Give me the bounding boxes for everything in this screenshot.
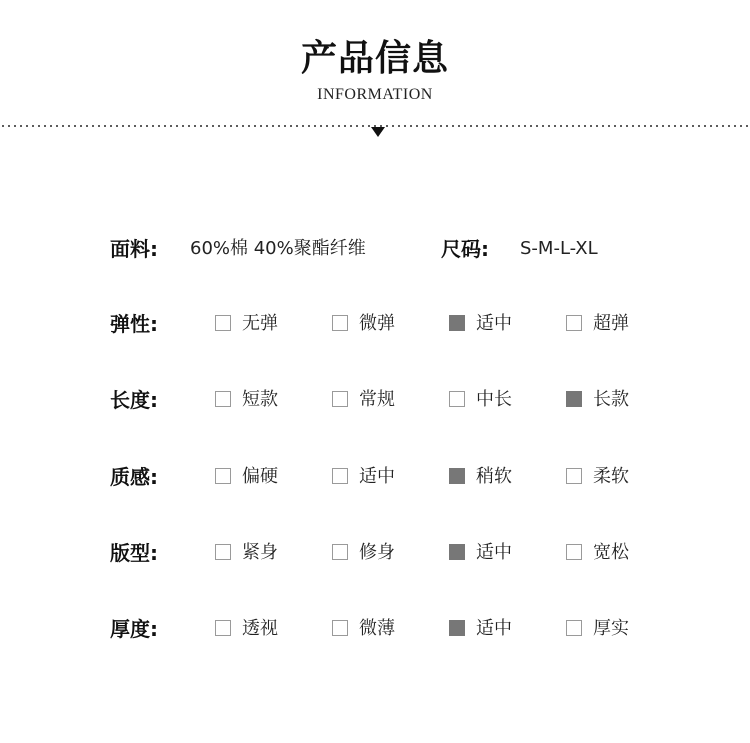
option-label: 常规: [359, 389, 395, 410]
checkbox-empty-icon: [566, 544, 582, 560]
checkbox-empty-icon: [215, 315, 231, 331]
option-label: 无弹: [242, 313, 278, 334]
checkbox-filled-icon: [449, 544, 465, 560]
triangle-down-icon: [371, 127, 385, 137]
attribute-label: 版型:: [110, 541, 158, 565]
option-label: 适中: [476, 542, 512, 563]
option-label: 紧身: [242, 542, 278, 563]
fabric-label: 面料:: [110, 237, 158, 261]
option-label: 微薄: [359, 618, 395, 639]
checkbox-empty-icon: [566, 315, 582, 331]
header: [0, 0, 750, 140]
option-label: 透视: [242, 618, 278, 639]
checkbox-empty-icon: [332, 391, 348, 407]
checkbox-empty-icon: [332, 468, 348, 484]
fabric-value: 60%棉 40%聚酯纤维: [190, 238, 366, 259]
checkbox-empty-icon: [215, 544, 231, 560]
option-label: 厚实: [593, 618, 629, 639]
checkbox-filled-icon: [449, 620, 465, 636]
option-label: 超弹: [593, 313, 629, 334]
option-label: 柔软: [593, 466, 629, 487]
attribute-row-thickness: [0, 614, 750, 644]
option-label: 修身: [359, 542, 395, 563]
option-label: 宽松: [593, 542, 629, 563]
checkbox-filled-icon: [449, 468, 465, 484]
attribute-label: 厚度:: [110, 617, 158, 641]
attribute-label: 长度:: [110, 388, 158, 412]
attribute-row-fit: [0, 538, 750, 568]
option-label: 适中: [476, 618, 512, 639]
checkbox-empty-icon: [566, 468, 582, 484]
page-subtitle: INFORMATION: [317, 86, 433, 103]
option-label: 适中: [359, 466, 395, 487]
attribute-label: 弹性:: [110, 312, 158, 336]
checkbox-empty-icon: [215, 620, 231, 636]
option-label: 中长: [476, 389, 512, 410]
checkbox-empty-icon: [449, 391, 465, 407]
option-label: 微弹: [359, 313, 395, 334]
attribute-row-texture: [0, 462, 750, 492]
size-label: 尺码:: [441, 237, 489, 261]
checkbox-filled-icon: [449, 315, 465, 331]
option-label: 稍软: [476, 466, 512, 487]
page-title: 产品信息: [300, 38, 449, 79]
option-label: 偏硬: [242, 466, 278, 487]
checkbox-empty-icon: [332, 620, 348, 636]
attribute-label: 质感:: [110, 465, 158, 489]
option-label: 短款: [242, 389, 278, 410]
checkbox-empty-icon: [332, 544, 348, 560]
attribute-row-length: [0, 385, 750, 415]
option-label: 长款: [593, 389, 629, 410]
option-label: 适中: [476, 313, 512, 334]
attribute-row-elasticity: [0, 309, 750, 339]
fabric-size-row: [0, 234, 750, 264]
checkbox-empty-icon: [566, 620, 582, 636]
checkbox-empty-icon: [215, 391, 231, 407]
checkbox-empty-icon: [332, 315, 348, 331]
checkbox-filled-icon: [566, 391, 582, 407]
size-value: S-M-L-XL: [520, 238, 598, 259]
checkbox-empty-icon: [215, 468, 231, 484]
